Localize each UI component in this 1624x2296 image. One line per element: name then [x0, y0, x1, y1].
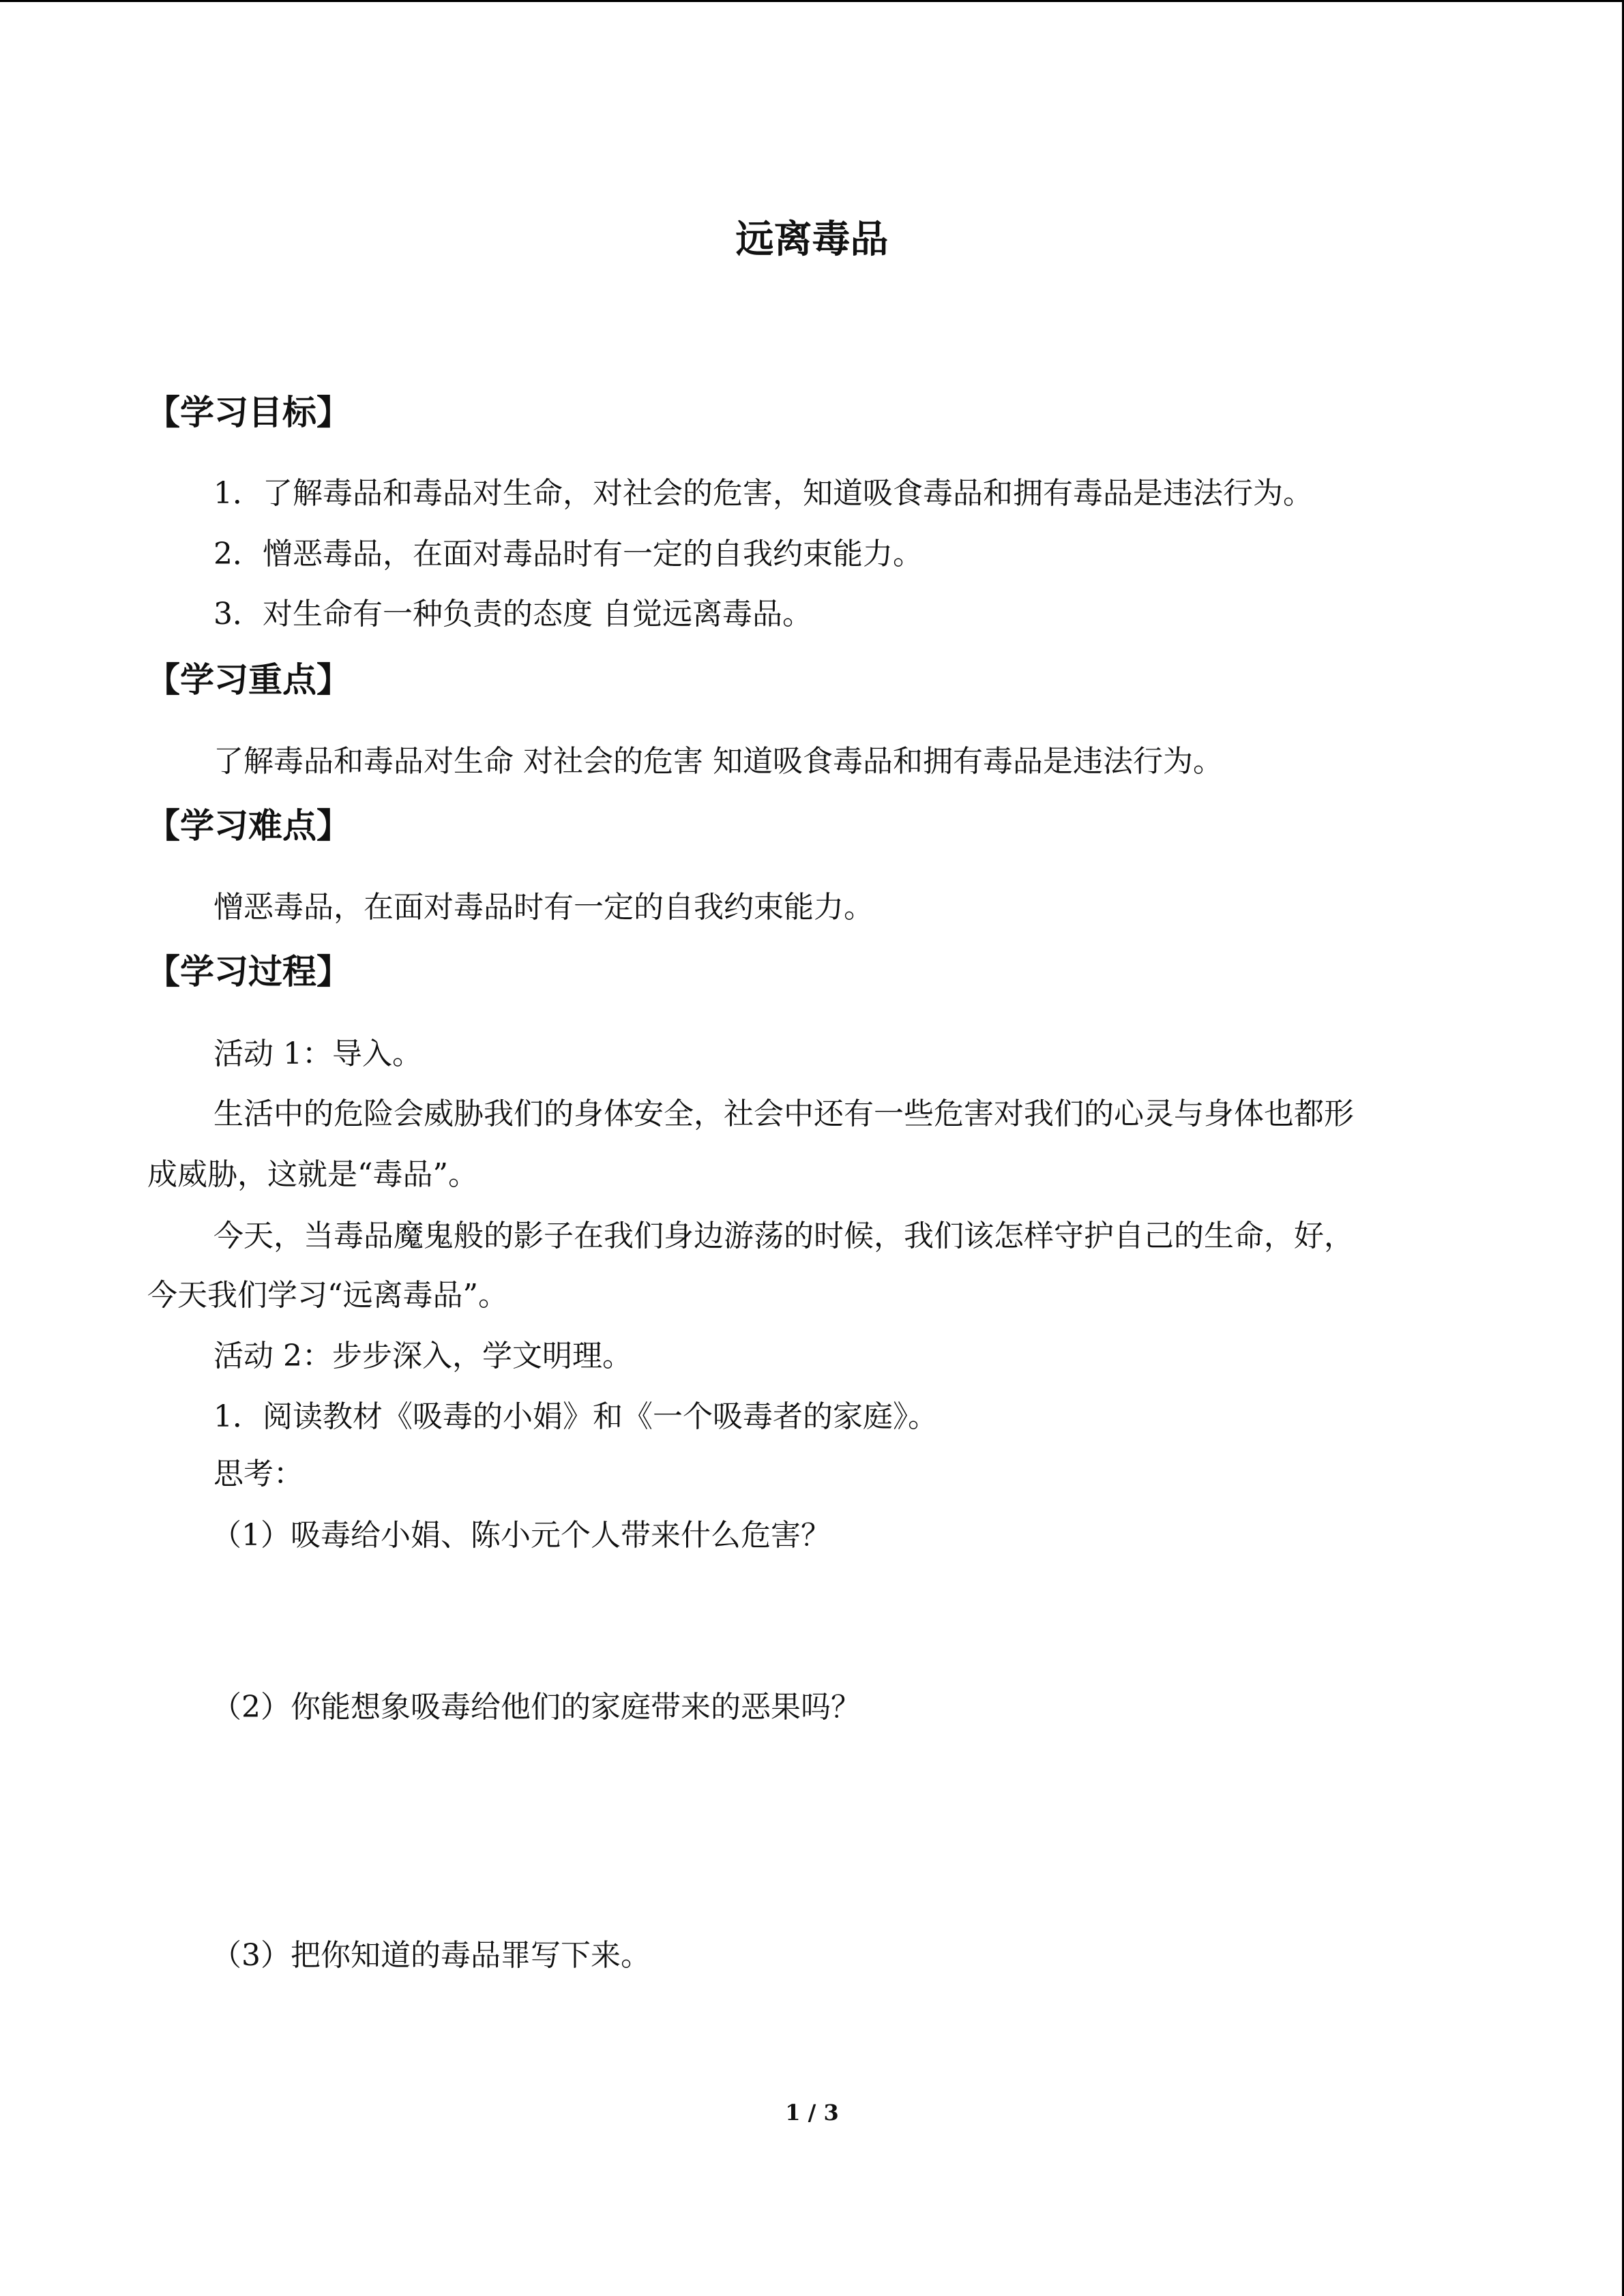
goal-item-3: 3．对生命有一种负责的态度 自觉远离毒品。: [213, 597, 812, 631]
page-border-top: [0, 0, 1624, 2]
heading-goals: 【学习目标】: [146, 393, 351, 432]
goal-item-2: 2．憎恶毒品，在面对毒品时有一定的自我约束能力。: [213, 537, 923, 571]
page-number: 1 / 3: [785, 2100, 839, 2126]
paragraph-2-line-2: 今天我们学习“远离毒品”。: [147, 1278, 508, 1313]
heading-difficulty: 【学习难点】: [146, 806, 351, 846]
heading-process: 【学习过程】: [146, 952, 351, 992]
question-3: （3）把你知道的毒品罪写下来。: [211, 1938, 651, 1973]
paragraph-1-line-2: 成威胁，这就是“毒品”。: [147, 1157, 478, 1192]
difficulty-text: 憎恶毒品，在面对毒品时有一定的自我约束能力。: [213, 890, 874, 925]
activity-2: 活动 2：步步深入，学文明理。: [213, 1339, 632, 1373]
page-title: 远离毒品: [735, 218, 889, 262]
question-1: （1）吸毒给小娟、陈小元个人带来什么危害？: [211, 1518, 831, 1553]
question-2: （2）你能想象吸毒给他们的家庭带来的恶果吗？: [211, 1690, 861, 1725]
think-label: 思考：: [213, 1457, 304, 1491]
activity-1: 活动 1：导入。: [213, 1037, 422, 1071]
paragraph-2-line-1: 今天，当毒品魔鬼般的影子在我们身边游荡的时候，我们该怎样守护自己的生命，好，: [213, 1219, 1354, 1253]
reading-task: 1．阅读教材《吸毒的小娟》和《一个吸毒者的家庭》。: [213, 1399, 938, 1434]
goal-item-1: 1．了解毒品和毒品对生命，对社会的危害，知道吸食毒品和拥有毒品是违法行为。: [213, 476, 1313, 511]
focus-text: 了解毒品和毒品对生命 对社会的危害 知道吸食毒品和拥有毒品是违法行为。: [213, 744, 1223, 779]
heading-focus: 【学习重点】: [146, 660, 351, 700]
paragraph-1-line-1: 生活中的危险会威胁我们的身体安全，社会中还有一些危害对我们的心灵与身体也都形: [213, 1097, 1354, 1131]
